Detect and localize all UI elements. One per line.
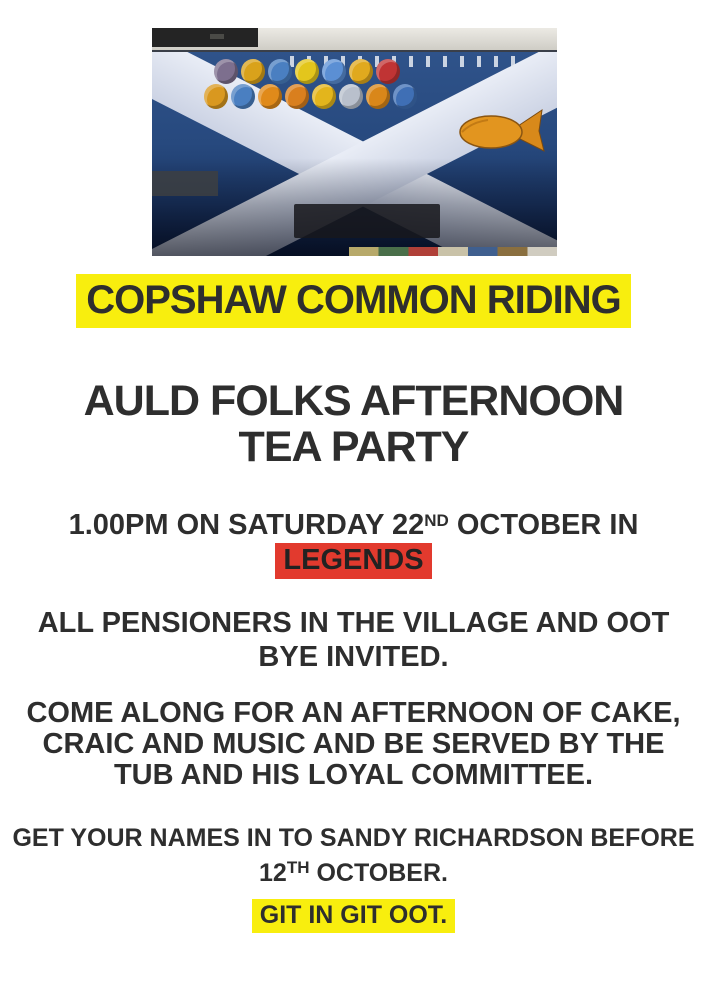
bottom-color-strip — [349, 247, 557, 256]
decor-blob — [376, 59, 400, 84]
decor-blob — [214, 59, 238, 84]
decor-blob — [285, 84, 309, 109]
saltire-flag — [152, 50, 557, 256]
decor-blob — [241, 59, 265, 84]
decor-blob — [312, 84, 336, 109]
footer-slogan: GIT IN GIT OOT. — [252, 899, 456, 933]
dark-sign-bottom — [294, 204, 440, 238]
dark-patch-left — [152, 171, 218, 196]
decor-blob — [393, 84, 417, 109]
invite-line2: BYE INVITED. — [258, 641, 449, 673]
body-line3: TUB AND HIS LOYAL COMMITTEE. — [113, 759, 594, 791]
invite-text — [0, 606, 707, 674]
event-title: COPSHAW COMMON RIDING — [76, 274, 631, 328]
event-heading-line2: TEA PARTY — [238, 423, 469, 471]
decor-letters-row1 — [214, 59, 400, 84]
names-text — [0, 824, 707, 888]
names-line2-post: OCTOBER. — [309, 859, 448, 887]
names-line1: GET YOUR NAMES IN TO SANDY RICHARDSON BEFORE — [12, 824, 695, 852]
event-heading — [0, 378, 707, 470]
body-line1: COME ALONG FOR AN AFTERNOON OF CAKE, — [26, 697, 681, 729]
names-ordinal-suffix: TH — [286, 858, 310, 877]
decor-blob — [322, 59, 346, 84]
decor-blob — [268, 59, 292, 84]
decor-blob — [231, 84, 255, 109]
venue-name: LEGENDS — [275, 543, 431, 579]
decor-blob — [366, 84, 390, 109]
date-ordinal-suffix: ND — [424, 511, 449, 530]
decor-blob — [204, 84, 228, 109]
date-line — [0, 509, 707, 542]
names-line2 — [0, 853, 707, 888]
decor-blob — [349, 59, 373, 84]
photo-black-bar — [152, 28, 258, 47]
date-line-post: OCTOBER IN — [448, 509, 639, 541]
names-line2-pre: 12 — [259, 859, 287, 887]
date-line-pre: 1.00PM ON SATURDAY 22 — [68, 509, 425, 541]
decor-letters-row2 — [204, 84, 417, 109]
decor-blob — [295, 59, 319, 84]
event-photo — [152, 28, 557, 254]
goldfish — [458, 106, 550, 156]
body-line2: CRAIC AND MUSIC AND BE SERVED BY THE — [42, 728, 665, 760]
decor-blob — [258, 84, 282, 109]
body-text — [0, 698, 707, 791]
decor-blob — [339, 84, 363, 109]
event-heading-line1: AULD FOLKS AFTERNOON — [83, 377, 624, 425]
invite-line1: ALL PENSIONERS IN THE VILLAGE AND OOT — [37, 607, 670, 639]
footer-row — [0, 899, 707, 933]
event-title-row — [0, 274, 707, 328]
venue-row — [0, 543, 707, 579]
